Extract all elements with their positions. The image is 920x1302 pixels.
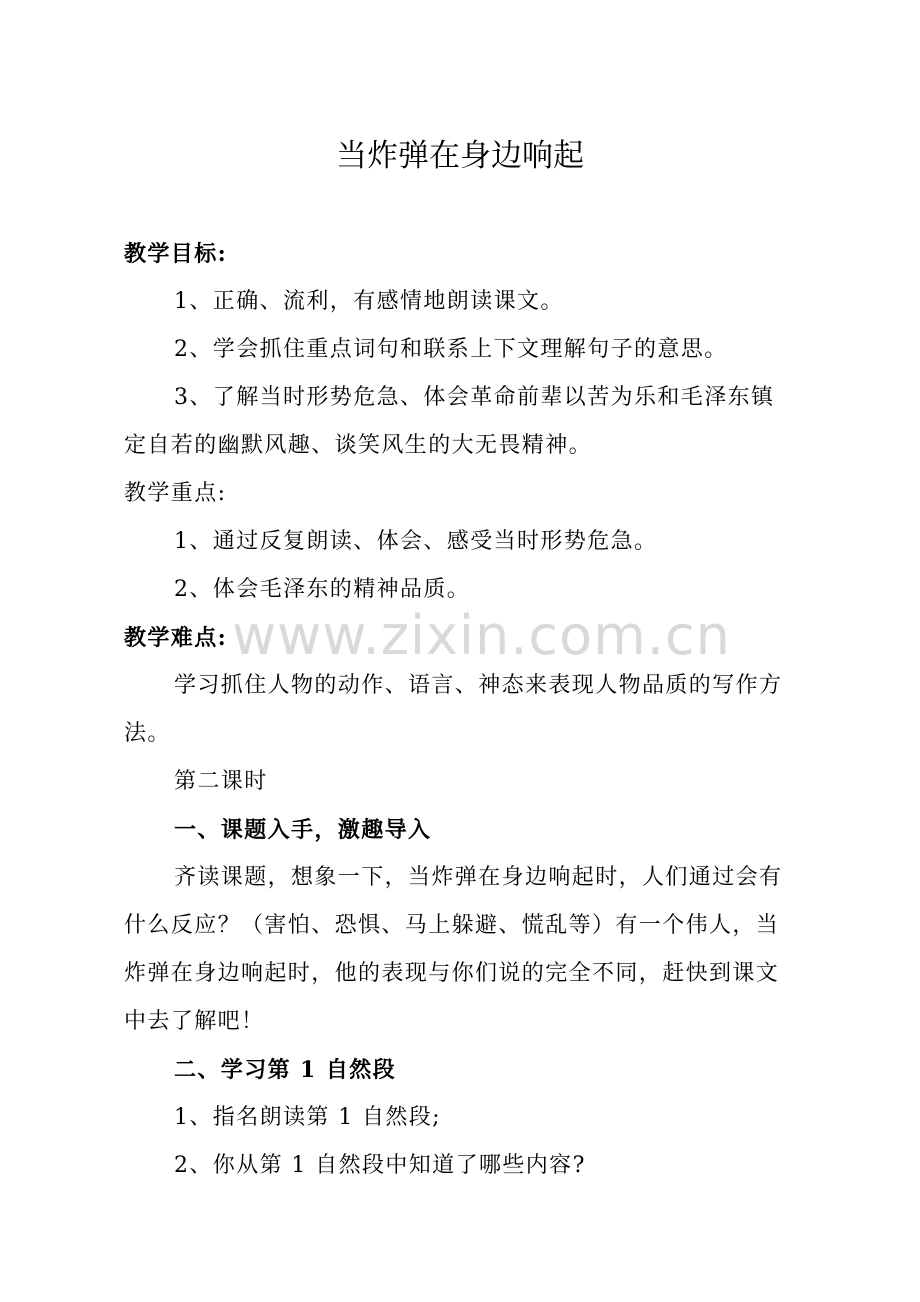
document-title: 当炸弹在身边响起 xyxy=(336,138,584,174)
section-heading-key-points: 教学重点: xyxy=(124,481,227,506)
difficulty-paragraph: 学习抓住人物的动作、语言、神态来表现人物品质的写作方 xyxy=(174,673,783,698)
step-heading-2: 二、学习第 1 自然段 xyxy=(174,1057,397,1083)
step-2-item-2: 2、你从第 1 自然段中知道了哪些内容? xyxy=(174,1153,586,1178)
objective-item-3: 3、了解当时形势危急、体会革命前辈以苦为乐和毛泽东镇 xyxy=(174,385,775,410)
difficulty-paragraph-continued: 法。 xyxy=(124,721,171,746)
step-1-paragraph-line-2: 什么反应？（害怕、恐惧、马上躲避、慌乱等）有一个伟人，当 xyxy=(124,913,780,938)
step-1-paragraph-line-4: 中去了解吧！ xyxy=(124,1009,265,1034)
objective-item-2: 2、学会抓住重点词句和联系上下文理解句子的意思。 xyxy=(174,337,728,362)
objective-item-3-continued: 定自若的幽默风趣、谈笑风生的大无畏精神。 xyxy=(124,433,593,458)
step-2-item-1: 1、指名朗读第 1 自然段; xyxy=(174,1105,441,1130)
watermark-text: www.zixin.com.cn xyxy=(232,604,731,667)
section-heading-difficulties: 教学难点: xyxy=(124,625,228,651)
key-point-item-2: 2、体会毛泽东的精神品质。 xyxy=(174,577,471,602)
step-heading-1: 一、课题入手，激趣导入 xyxy=(174,817,432,843)
objective-item-1: 1、正确、流利，有感情地朗读课文。 xyxy=(174,289,564,314)
lesson-period-label: 第二课时 xyxy=(174,769,268,794)
step-1-paragraph: 齐读课题，想象一下，当炸弹在身边响起时，人们通过会有 xyxy=(174,865,783,890)
step-1-paragraph-line-3: 炸弹在身边响起时，他的表现与你们说的完全不同，赶快到课文 xyxy=(124,961,780,986)
section-heading-objectives: 教学目标: xyxy=(124,241,228,267)
key-point-item-1: 1、通过反复朗读、体会、感受当时形势危急。 xyxy=(174,529,658,554)
